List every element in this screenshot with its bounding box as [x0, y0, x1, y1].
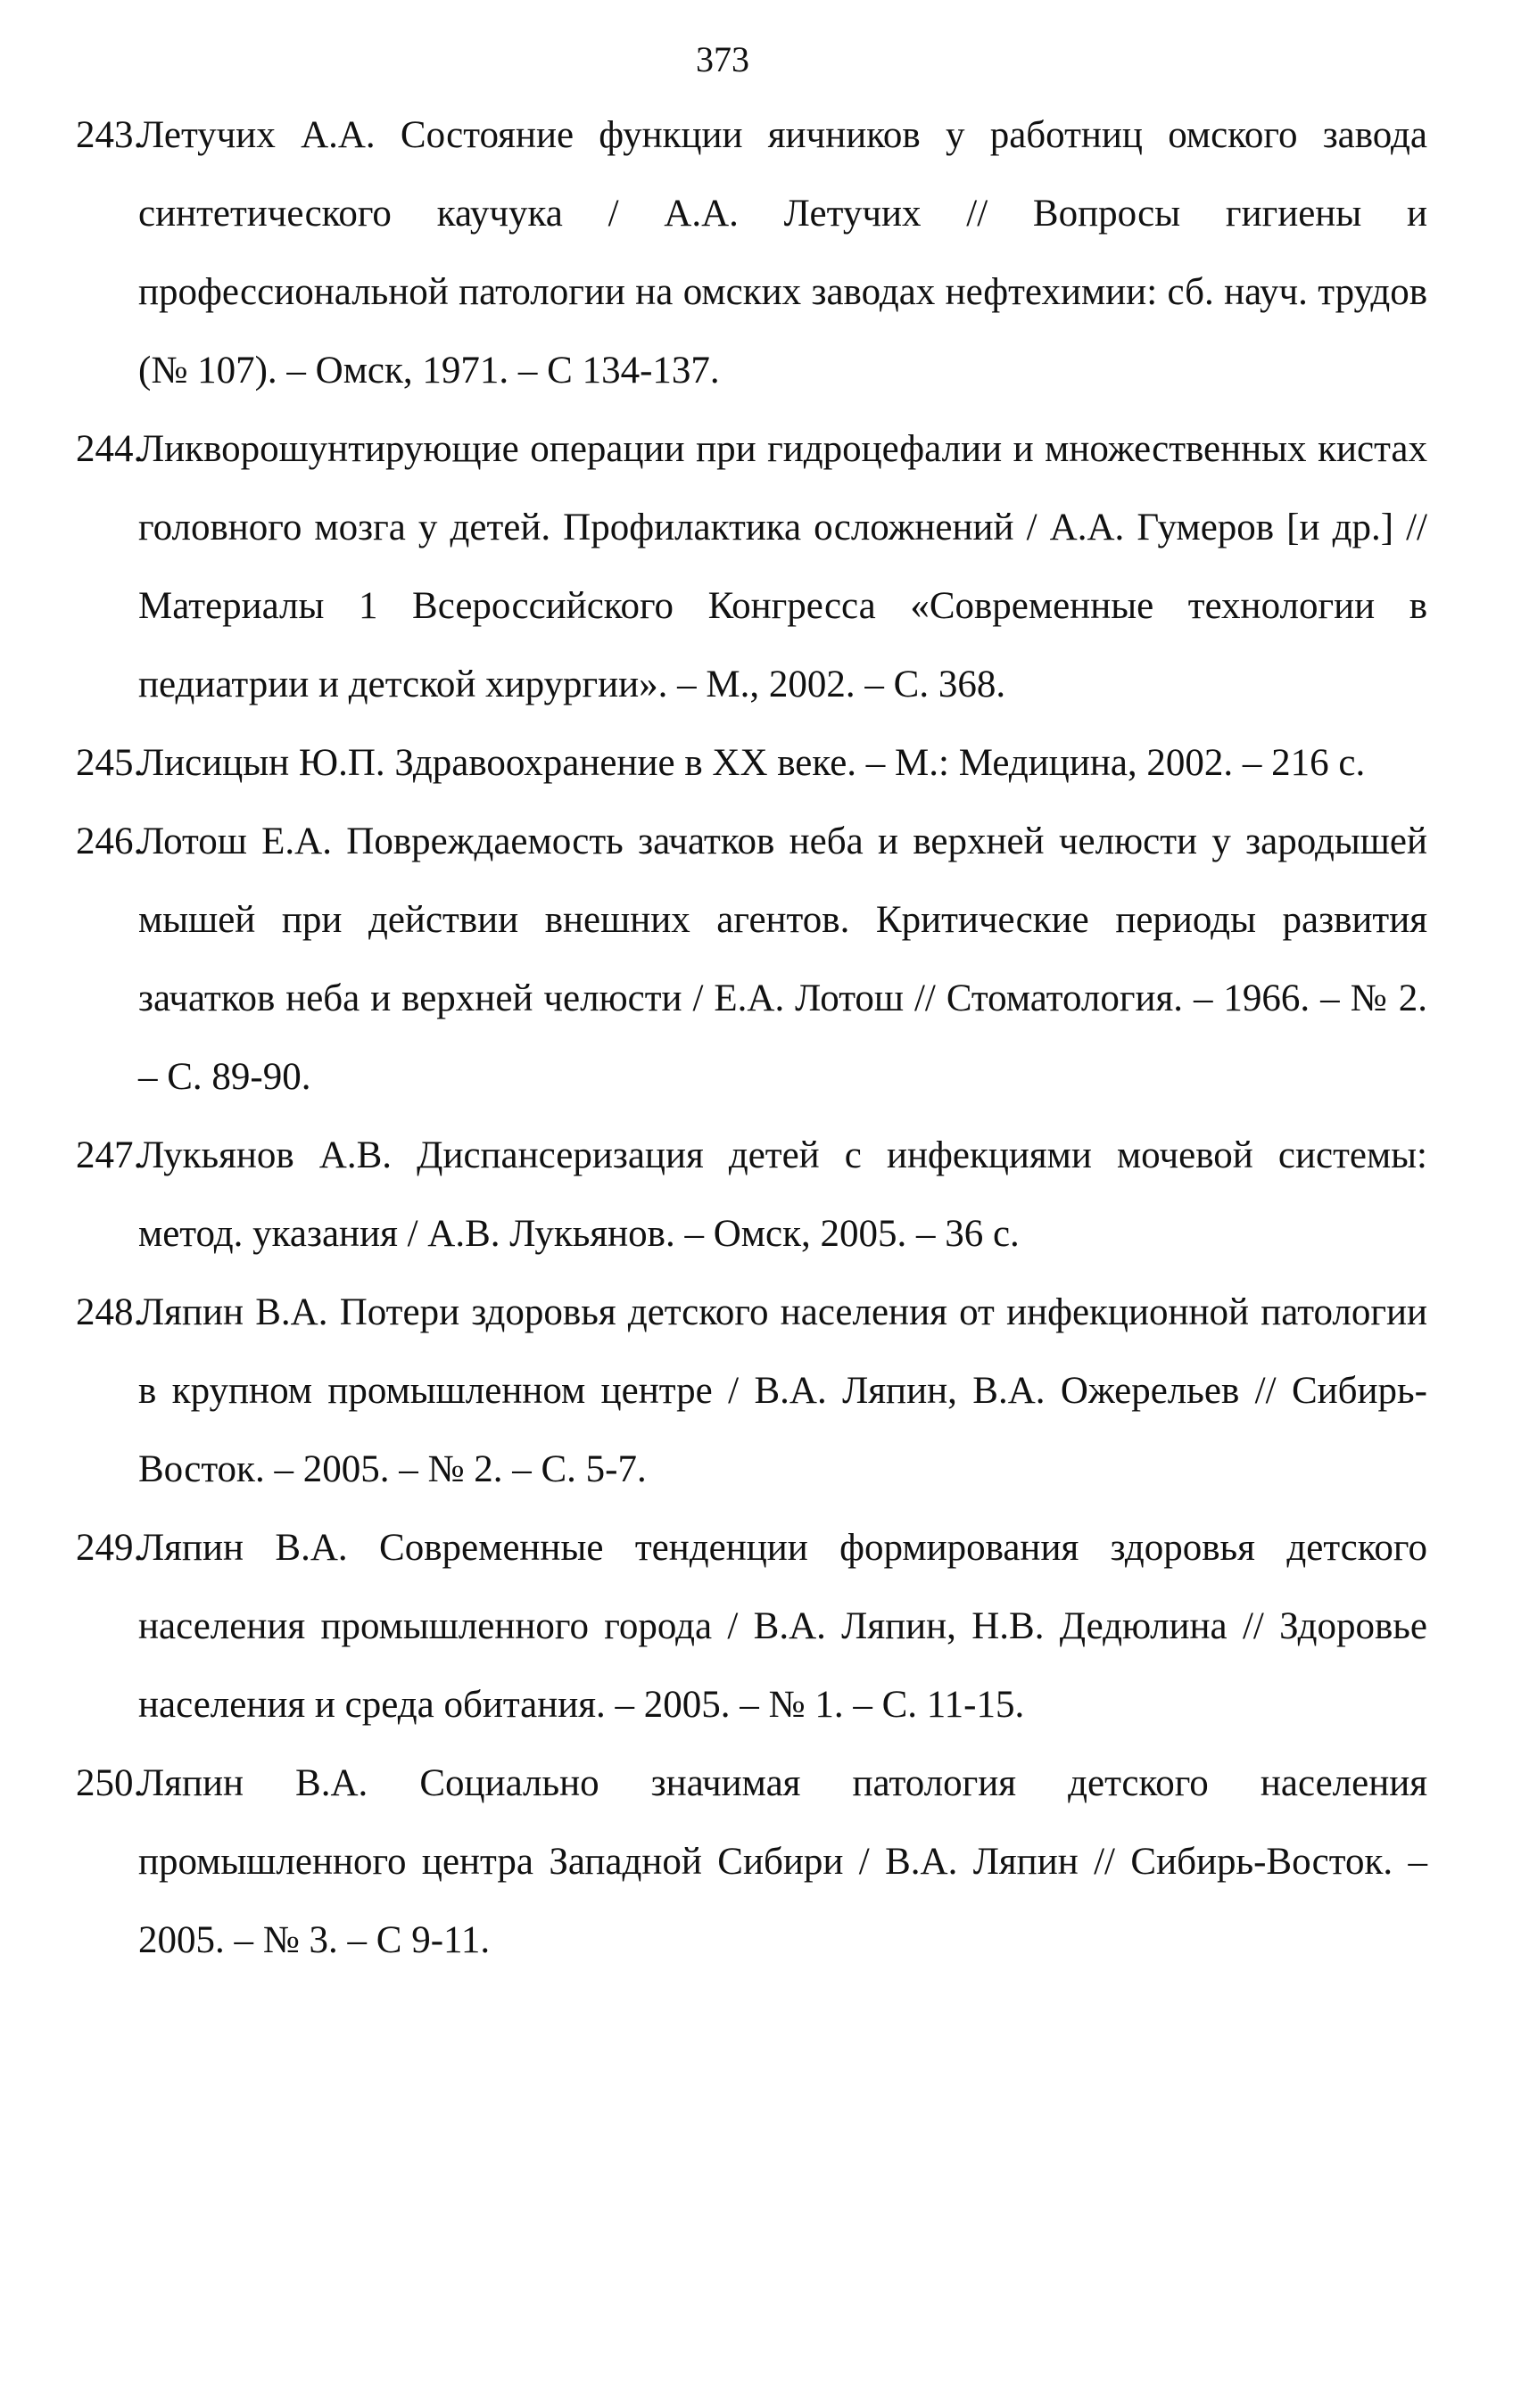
reference-text: Ляпин В.А. Социально значимая патология детского населения промышленного центра Западной Сибири / В.А. Ляпин // Сибирь-Восток. – 2005. – № 3. – С 9-11. — [138, 1762, 1427, 1961]
reference-number: 249. — [76, 1527, 144, 1569]
page-number: 373 — [696, 39, 749, 79]
reference-text: Лотош Е.А. Повреждаемость зачатков неба и верхней челюсти у зародышей мышей при действии внешних агентов. Критические периоды развития зачатков неба и верхней челюсти / Е.А. Лотош // Стоматология. – 1966. – № 2. – С. 89-90. — [138, 821, 1427, 1098]
reference-item-246 — [76, 803, 1427, 1117]
reference-item-250 — [76, 1744, 1427, 1980]
reference-text: Лисицын Ю.П. Здравоохранение в XX веке. – М.: Медицина, 2002. – 216 с. — [138, 742, 1366, 784]
reference-item-244 — [76, 410, 1427, 724]
reference-item-243 — [76, 96, 1427, 410]
reference-item-249 — [76, 1509, 1427, 1744]
reference-text: Ляпин В.А. Потери здоровья детского населения от инфекционной патологии в крупном промышленном центре / В.А. Ляпин, В.А. Ожерельев // Сибирь-Восток. – 2005. – № 2. – С. 5-7. — [138, 1291, 1427, 1490]
reference-item-245 — [76, 724, 1427, 803]
reference-text: Лукьянов А.В. Диспансеризация детей с инфекциями мочевой системы: метод. указания / А.В. Лукьянов. – Омск, 2005. – 36 с. — [138, 1134, 1427, 1255]
reference-list — [76, 96, 1427, 1980]
reference-text: Ликворошунтирующие операции при гидроцефалии и множественных кистах головного мозга у детей. Профилактика осложнений / А.А. Гумеров [и др.] // Материалы 1 Всероссийского Конгресса «Современные технологии в педиатрии и детской хирургии». – М., 2002. – С. 368. — [138, 428, 1427, 705]
reference-item-247 — [76, 1117, 1427, 1274]
reference-number: 243. — [76, 114, 144, 156]
reference-item-248 — [76, 1274, 1427, 1509]
reference-text: Ляпин В.А. Современные тенденции формирования здоровья детского населения промышленного города / В.А. Ляпин, Н.В. Дедюлина // Здоровье населения и среда обитания. – 2005. – № 1. – С. 11-15. — [138, 1527, 1427, 1726]
reference-number: 250. — [76, 1762, 144, 1804]
reference-number: 246. — [76, 821, 144, 862]
reference-number: 248. — [76, 1291, 144, 1333]
reference-number: 247. — [76, 1134, 144, 1176]
reference-number: 244. — [76, 428, 144, 470]
reference-text: Летучих А.А. Состояние функции яичников у работниц омского завода синтетического каучука / А.А. Летучих // Вопросы гигиены и профессиональной патологии на омских заводах нефтехимии: сб. науч. трудов (№ 107). – Омск, 1971. – С 134-137. — [138, 114, 1427, 392]
reference-number: 245. — [76, 742, 144, 784]
